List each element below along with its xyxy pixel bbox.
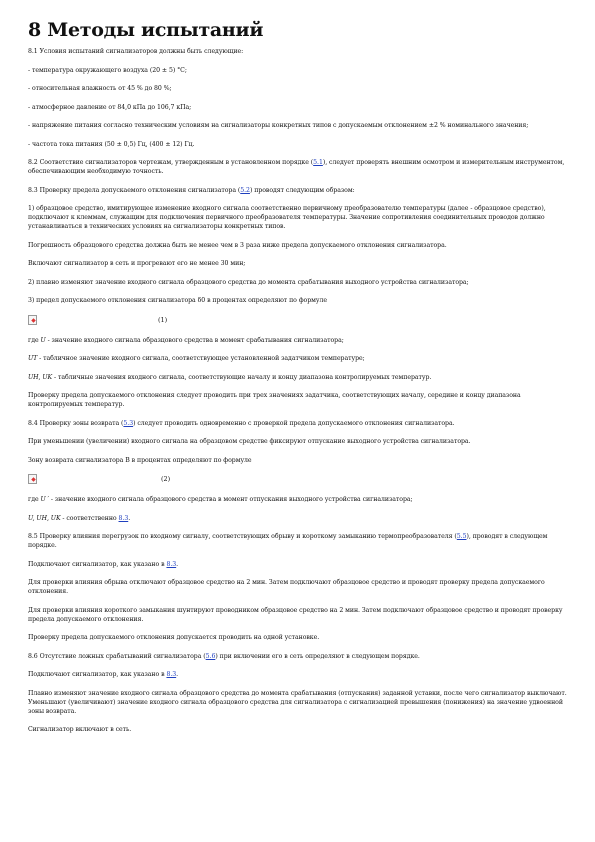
paragraph-zone: Зону возврата сигнализатора В в процентах определяют по формуле bbox=[28, 456, 252, 464]
document-body bbox=[28, 47, 570, 734]
where-un-uk: UH, UK - табличные значения входного сигнала, соответствующие началу и концу диапазона контролируемых температур. bbox=[28, 373, 432, 381]
paragraph-8-1: 8.1 Условия испытаний сигнализаторов должны быть следующие: bbox=[28, 48, 244, 55]
where-list: U, UH, UK - соответственно 8.3. bbox=[28, 514, 131, 522]
broken-image-icon bbox=[28, 474, 37, 484]
equation-number-2: (2) bbox=[161, 475, 171, 483]
where-u-prime: где U ′ - значение входного сигнала образцового средства в момент отпускания выходного устройства сигнализатора; bbox=[28, 496, 413, 503]
link-8-3[interactable]: 8.3 bbox=[166, 671, 177, 678]
link-8-3[interactable]: 8.3 bbox=[118, 514, 129, 522]
paragraph-connect-2: Подключают сигнализатор, как указано в 8.3. bbox=[28, 671, 179, 678]
paragraph-8-5: 8.5 Проверку влияния перегрузок по входному сигналу, соответствующих обрыву и короткому замыканию термопреобразователя (5.5), проводят в следующем порядке. bbox=[28, 533, 548, 549]
paragraph-8-2: 8.2 Соответствие сигнализаторов чертежам, утвержденным в установленном порядке (5.1), следует проверять внешним осмотром и измерительным инструментом, обеспечивающим необходимую точность. bbox=[28, 159, 565, 175]
paragraph-switch-on-final: Сигнализатор включают в сеть. bbox=[28, 726, 132, 733]
paragraph-connect-1: Подключают сигнализатор, как указано в 8.3. bbox=[28, 560, 179, 568]
link-5-3[interactable]: 5.3 bbox=[123, 419, 134, 427]
equation-number-1: (1) bbox=[158, 315, 168, 324]
step-2: 2) плавно изменяют значение входного сигнала образцового средства до момента срабатывания выходного устройства сигнализатора; bbox=[28, 278, 469, 286]
link-5-2[interactable]: 5.2 bbox=[240, 186, 250, 194]
paragraph-same-setting: Проверку предела допускаемого отклонения допускается проводить на одной установке. bbox=[28, 634, 320, 641]
paragraph-decrease: При уменьшении (увеличении) входного сигнала на образцовом средстве фиксируют отпускание выходного устройства сигнализатора. bbox=[28, 438, 471, 445]
link-8-3[interactable]: 8.3 bbox=[166, 560, 177, 568]
paragraph-8-3: 8.3 Проверку предела допускаемого отклонения сигнализатора (5.2) проводят следующим образом: bbox=[28, 186, 355, 194]
step-3: 3) предел допускаемого отклонения сигнализатора δ0 в процентах определяют по формуле bbox=[28, 297, 327, 304]
link-5-5[interactable]: 5.5 bbox=[456, 533, 467, 540]
paragraph-8-6: 8.6 Отсутствие ложных срабатываний сигнализатора (5.6) при включении его в сеть определяют в следующем порядке. bbox=[28, 652, 420, 660]
paragraph-8-4: 8.4 Проверку зоны возврата (5.3) следует проводить одновременно с проверкой предела допускаемого отклонения сигнализатора. bbox=[28, 419, 455, 427]
step-1: 1) образцовое средство, имитирующее изменение входного сигнала соответственно первичному преобразователю температуры (далее - образцовое средство), подключают к клеммам, служащим для подключения первичного преобразователя температуры. Значение сопротивления соединительных проводов должно устанавливаться в технических условиях на сигнализаторы конкретных типов. bbox=[28, 205, 546, 230]
link-5-6[interactable]: 5.6 bbox=[205, 652, 216, 660]
paragraph-error: Погрешность образцового средства должна быть не менее чем в 3 раза ниже предела допускаемого отклонения сигнализатора. bbox=[28, 241, 447, 249]
page-title: 8 Методы испытаний bbox=[28, 19, 264, 41]
paragraph-smooth-change: Плавно изменяют значение входного сигнала образцового средства до момента срабатывания (отпускания) заданной уставки, после чего сигнализатор выключают. Уменьшают (увеличивают) значение входного сигнала образцового средства для сигнализатора с сигнализацией превышения (понижения) на значение удвоенной зоны возврата. bbox=[28, 689, 567, 715]
bullet-voltage: - напряжение питания согласно техническим условиям на сигнализаторы конкретных типов с допускаемым отклонением ±2 % номинального значения; bbox=[28, 122, 529, 129]
bullet-pressure: - атмосферное давление от 84,0 кПа до 106,7 кПа; bbox=[28, 103, 192, 111]
where-ut: UT - табличное значение входного сигнала, соответствующее установленной задатчиком температуре; bbox=[28, 355, 365, 362]
where-u: где U - значение входного сигнала образцового средства в момент срабатывания сигнализатора; bbox=[28, 336, 344, 344]
paragraph-check-points: Проверку предела допускаемого отклонения следует проводить при трех значениях задатчика, соответствующих началу, середине и концу диапазона контролируемых температур. bbox=[28, 392, 521, 408]
paragraph-switch-on: Включают сигнализатор в сеть и прогревают его не менее 30 мин; bbox=[28, 260, 246, 267]
formula-2 bbox=[28, 474, 570, 488]
bullet-frequency: - частота тока питания (50 ± 0,5) Гц, (400 ± 12) Гц. bbox=[28, 140, 195, 148]
link-5-1[interactable]: 5.1 bbox=[313, 159, 323, 166]
bullet-temperature: - температура окружающего воздуха (20 ± 5) °С; bbox=[28, 66, 187, 74]
paragraph-break: Для проверки влияния обрыва отключают образцовое средство на 2 мин. Затем подключают образцовое средство и проводят проверку предела допускаемого отклонения. bbox=[28, 579, 545, 595]
formula-1 bbox=[28, 315, 570, 329]
paragraph-short-circuit: Для проверки влияния короткого замыкания шунтируют проводником образцовое средство на 2 мин. Затем подключают образцовое средство и проводят проверку предела допускаемого отклонения. bbox=[28, 606, 563, 623]
bullet-humidity: - относительная влажность от 45 % до 80 %; bbox=[28, 85, 172, 92]
broken-image-icon bbox=[28, 315, 37, 325]
